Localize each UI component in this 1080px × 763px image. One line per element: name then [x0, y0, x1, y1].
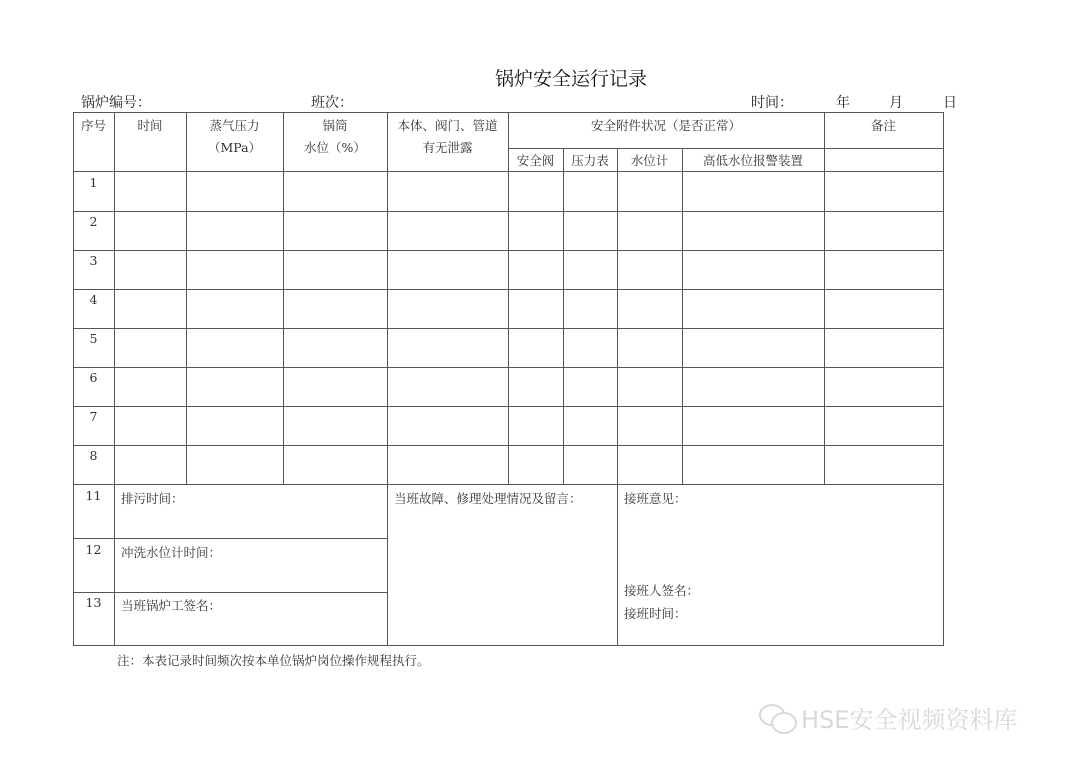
- row-number: 1: [89, 175, 98, 190]
- col-line: [387, 112, 388, 646]
- header-safety-group: 安全附件状况（是否正常）: [590, 118, 741, 133]
- header-leak: 本体、阀门、管道: [397, 118, 498, 133]
- header-seq: 序号: [80, 118, 106, 133]
- boiler-no-label: 锅炉编号：: [81, 95, 151, 111]
- handover-signature-label: 接班人签名：: [624, 583, 700, 598]
- header-safety-valve: 安全阀: [516, 153, 555, 168]
- time-label: 时间：: [751, 95, 793, 111]
- row-number: 5: [89, 331, 98, 346]
- row-line: [73, 484, 944, 485]
- month-label: 月: [889, 95, 903, 111]
- col-line: [114, 112, 115, 646]
- row-number-12: 12: [85, 542, 102, 557]
- watermark-text: HSE安全视频资料库: [801, 706, 1018, 734]
- flush-gauge-time-label: 冲洗水位计时间：: [121, 545, 222, 560]
- row-number: 8: [89, 448, 98, 463]
- handover-time-label: 接班时间：: [624, 606, 687, 621]
- col-line: [682, 148, 683, 484]
- shift-label: 班次：: [311, 95, 353, 111]
- table-border-right: [943, 112, 944, 646]
- header-steam-pressure: 蒸气压力: [209, 118, 260, 133]
- header-remarks: 备注: [870, 118, 896, 133]
- row-number: 6: [89, 370, 98, 385]
- row-number-11: 11: [85, 488, 102, 503]
- header-steam-pressure-unit: （MPa）: [207, 140, 262, 155]
- header-drum: 锅筒: [322, 118, 348, 133]
- col-line: [824, 112, 825, 484]
- row-number: 2: [89, 214, 98, 229]
- row-number: 7: [89, 409, 98, 424]
- row-line: [73, 538, 388, 539]
- col-line: [283, 112, 284, 484]
- footnote: 注：本表记录时间频次按本单位锅炉岗位操作规程执行。: [117, 653, 430, 668]
- row-line: [73, 592, 388, 593]
- header-water-gauge: 水位计: [630, 153, 669, 168]
- subheader-divider: [508, 148, 944, 149]
- col-line: [186, 112, 187, 484]
- header-leak-2: 有无泄露: [422, 140, 473, 155]
- header-pressure-gauge: 压力表: [571, 153, 609, 168]
- day-label: 日: [943, 95, 957, 111]
- header-drum-level: 水位（%）: [304, 140, 366, 155]
- row-number: 3: [89, 253, 98, 268]
- row-number-13: 13: [85, 595, 102, 610]
- year-label: 年: [836, 95, 850, 111]
- fault-repair-label: 当班故障、修理处理情况及留言：: [394, 491, 582, 506]
- wechat-icon: [757, 702, 797, 734]
- page-title: 锅炉安全运行记录: [494, 68, 647, 90]
- handover-opinion-label: 接班意见：: [624, 491, 687, 506]
- header-alarm: 高低水位报警装置: [702, 153, 803, 168]
- operator-signature-label: 当班锅炉工签名：: [121, 598, 222, 613]
- col-line: [563, 148, 564, 484]
- row-number: 4: [89, 292, 98, 307]
- blowdown-time-label: 排污时间：: [121, 491, 184, 506]
- watermark: [757, 700, 1017, 735]
- table-border-bottom: [73, 645, 944, 646]
- header-time: 时间: [137, 118, 163, 133]
- col-line: [617, 148, 618, 646]
